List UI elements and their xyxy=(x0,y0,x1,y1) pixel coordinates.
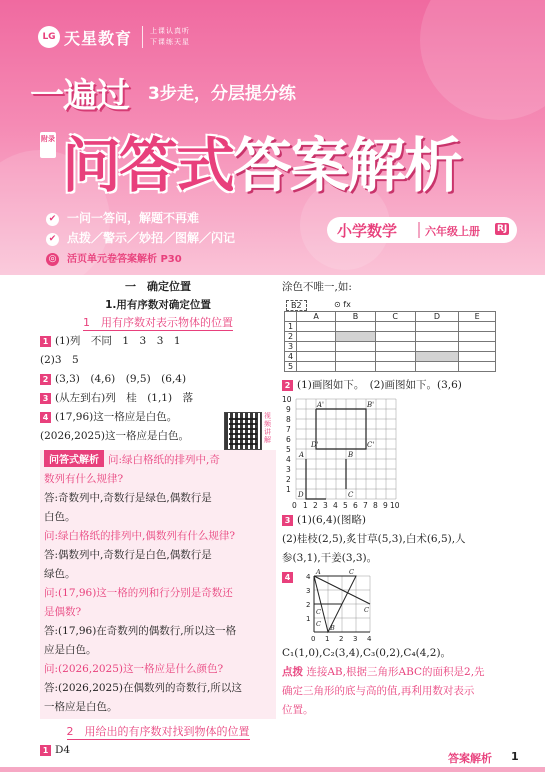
qa-tag: 问答式解析 xyxy=(44,450,104,467)
qa-answer-line: 答:(2026,2025)在偶数列的奇数行,所以这 xyxy=(44,682,242,694)
sheet-cell xyxy=(459,332,496,342)
row-header: 1 xyxy=(285,322,297,332)
answer-4-line-1: 4 (17,96)这一格应是白色。 xyxy=(40,408,276,427)
svg-text:5: 5 xyxy=(343,501,348,510)
column-header: B xyxy=(336,312,375,322)
column-header: D xyxy=(415,312,458,322)
sheet-cell xyxy=(336,332,375,342)
svg-text:2: 2 xyxy=(306,601,311,609)
question-number: 2 xyxy=(282,380,293,391)
svg-text:7: 7 xyxy=(363,501,368,510)
sheet-cell xyxy=(415,332,458,342)
svg-text:3: 3 xyxy=(306,587,311,595)
footer-rule xyxy=(0,767,545,772)
answer-3: 3 (从左到右)列 桂 (1,1) 落 xyxy=(40,389,276,408)
column-header: C xyxy=(375,312,415,322)
answer-4-right-block xyxy=(282,568,522,644)
formula-icon: ⊙ fx xyxy=(334,300,351,309)
svg-text:3: 3 xyxy=(323,501,328,510)
sheet-cell xyxy=(336,342,375,352)
appendix-tag: 附录 xyxy=(40,132,56,158)
sheet-cell xyxy=(297,322,336,332)
feature-2: ✔ 点拨／警示／妙招／图解／闪记 xyxy=(46,229,235,246)
sheet-cell xyxy=(459,342,496,352)
feature-1: ✔ 一问一答问，解题不再难 xyxy=(46,209,199,226)
left-column xyxy=(40,278,276,760)
sheet-cell xyxy=(297,332,336,342)
svg-text:B: B xyxy=(330,624,335,632)
sheet-cell xyxy=(375,362,415,372)
target-icon: ◎ xyxy=(46,253,59,266)
svg-text:8: 8 xyxy=(286,415,291,424)
svg-text:A: A xyxy=(316,568,321,576)
qa-answer-line: 答:(17,96)在奇数列的偶数行,所以这一格 xyxy=(44,625,237,637)
question-number: 1 xyxy=(40,336,51,347)
sheet-cell xyxy=(415,342,458,352)
sheet-cell xyxy=(336,322,375,332)
qa-question-line: 问答式解析 问:绿白格纸的排列中,奇 xyxy=(44,450,272,470)
brand-logo-icon: LG xyxy=(38,26,60,48)
svg-text:1: 1 xyxy=(325,635,330,643)
svg-text:D: D xyxy=(298,491,304,499)
question-number: 3 xyxy=(40,393,51,404)
svg-text:9: 9 xyxy=(286,405,291,414)
main-title-part1: 问答式 xyxy=(62,131,234,200)
sheet-cell xyxy=(415,362,458,372)
answer-4-line-2: (2026,2025)这一格应是白色。 xyxy=(40,430,189,442)
svg-text:C: C xyxy=(364,606,369,614)
feature-3: ◎ 活页单元卷答案解析 P30 xyxy=(46,250,182,266)
qa-question-line: 是偶数? xyxy=(44,606,82,618)
coordinate-grid-figure-1 xyxy=(282,395,412,511)
sheet-cell xyxy=(415,352,458,362)
tip-line-1: 点拨 连接AB,根据三角形ABC的面积是2,先 xyxy=(282,666,485,678)
sheet-cell xyxy=(459,352,496,362)
svg-text:2: 2 xyxy=(286,475,291,484)
chapter-title: 一 确定位置 xyxy=(125,280,191,293)
qa-answer-line: 答:奇数列中,奇数行是绿色,偶数行是 xyxy=(44,492,212,504)
svg-text:4: 4 xyxy=(286,455,291,464)
slogan-line-2: 下课练天星 xyxy=(150,38,190,46)
sheet-cell xyxy=(375,332,415,342)
svg-text:4: 4 xyxy=(367,635,372,643)
qa-question-line: 问:(17,96)这一格的列和行分别是奇数还 xyxy=(44,587,233,599)
svg-text:8: 8 xyxy=(373,501,378,510)
main-title-part2: 答案解析 xyxy=(233,131,462,200)
svg-text:2: 2 xyxy=(313,501,318,510)
grade-label: 六年级上册 xyxy=(425,225,480,238)
svg-text:B: B xyxy=(348,451,354,459)
answer-2: 2 (3,3) (4,6) (9,5) (6,4) xyxy=(40,370,276,389)
svg-text:C: C xyxy=(349,568,354,576)
answer-1-line-1: 1 (1)列 不同 1 3 3 1 xyxy=(40,332,276,351)
sheet-cell xyxy=(297,362,336,372)
svg-text:1: 1 xyxy=(306,615,311,623)
question-number: 4 xyxy=(282,572,293,583)
coordinate-grid-figure-2 xyxy=(294,568,374,644)
spreadsheet-figure xyxy=(282,300,522,372)
row-header: 5 xyxy=(285,362,297,372)
svg-text:A: A xyxy=(299,451,305,459)
column-header xyxy=(285,312,297,322)
svg-text:C: C xyxy=(348,491,354,499)
qr-label: 视频讲解 xyxy=(264,412,271,444)
brand-name: 天星教育 xyxy=(64,29,133,48)
svg-text:10: 10 xyxy=(390,501,400,510)
qa-question-line: 数列有什么规律? xyxy=(44,473,124,485)
sheet-cell xyxy=(459,362,496,372)
topic-1-title: 1 用有序数对表示物体的位置 xyxy=(83,316,233,329)
qa-answer-line: 绿色。 xyxy=(44,568,76,580)
answer-3-right-line-3: 参(3,1),干姜(3,3)。 xyxy=(282,552,378,564)
coloring-note: 涂色不唯一,如: xyxy=(282,281,352,293)
page-number: 1 xyxy=(511,750,519,763)
answer-3-right-line-2: (2)桂枝(2,5),炙甘草(5,3),白术(6,5),人 xyxy=(282,533,466,545)
svg-text:B': B' xyxy=(367,401,375,409)
series-title: 一遍过 xyxy=(30,76,129,116)
qr-code-icon[interactable] xyxy=(224,412,262,450)
qa-answer-line: 白色。 xyxy=(44,511,76,523)
qa-question-line: 问:绿白格纸的排列中,偶数列有什么规律? xyxy=(44,530,236,542)
svg-text:C: C xyxy=(316,608,321,616)
main-title xyxy=(62,118,461,203)
row-header: 4 xyxy=(285,352,297,362)
answer-1-line-2: (2)3 5 xyxy=(40,354,79,366)
answer-2-right: 2 (1)画图如下。 (2)画图如下。(3,6) xyxy=(282,376,522,395)
svg-text:10: 10 xyxy=(282,395,292,404)
answer-3-right-line-1: 3 (1)(6,4)(图略) xyxy=(282,511,522,530)
subject-name: 小学数学 xyxy=(337,222,398,240)
svg-text:1: 1 xyxy=(286,485,291,494)
svg-text:5: 5 xyxy=(286,445,291,454)
sheet-cell xyxy=(415,322,458,332)
qa-question-line: 问:(2026,2025)这一格应是什么颜色? xyxy=(44,663,224,675)
tip-line-2: 确定三角形的底与高的值,再利用数对表示 xyxy=(282,685,475,697)
svg-text:4: 4 xyxy=(306,573,311,581)
sheet-cell xyxy=(297,342,336,352)
check-icon: ✔ xyxy=(46,233,59,246)
footer-label: 答案解析 xyxy=(448,752,492,765)
cell-reference: B2 xyxy=(286,300,307,311)
qa-answer-line: 应是白色。 xyxy=(44,644,97,656)
svg-text:6: 6 xyxy=(286,435,291,444)
badge-divider xyxy=(418,222,420,238)
row-header: 3 xyxy=(285,342,297,352)
topic-2-answer: 1 D4 xyxy=(40,741,276,760)
svg-text:A': A' xyxy=(317,401,324,409)
svg-text:C: C xyxy=(316,620,321,628)
row-header: 2 xyxy=(285,332,297,342)
slogan-line-1: 上课认真听 xyxy=(150,27,190,35)
answer-4-right-coords: C₁(1,0),C₂(3,4),C₃(0,2),C₄(4,2)。 xyxy=(282,647,452,659)
svg-text:7: 7 xyxy=(286,425,291,434)
svg-text:6: 6 xyxy=(353,501,358,510)
svg-text:3: 3 xyxy=(286,465,291,474)
column-header: A xyxy=(297,312,336,322)
tip-line-3: 位置。 xyxy=(282,704,314,716)
svg-text:2: 2 xyxy=(339,635,344,643)
svg-text:0: 0 xyxy=(311,635,316,643)
svg-text:1: 1 xyxy=(303,501,308,510)
spreadsheet-grid xyxy=(284,311,496,372)
series-subtitle: 3步走，分层提分练 xyxy=(148,84,296,104)
sheet-cell xyxy=(375,322,415,332)
question-number: 1 xyxy=(40,745,51,756)
sheet-cell xyxy=(375,342,415,352)
edition-badge: RJ xyxy=(497,224,508,234)
sheet-cell xyxy=(336,352,375,362)
right-column xyxy=(282,278,522,720)
sheet-cell xyxy=(336,362,375,372)
qa-answer-line: 答:偶数列中,奇数行是白色,偶数行是 xyxy=(44,549,212,561)
tip-tag: 点拨 xyxy=(282,666,303,678)
logo-divider xyxy=(142,26,143,48)
svg-text:3: 3 xyxy=(353,635,358,643)
svg-text:9: 9 xyxy=(383,501,388,510)
svg-text:0: 0 xyxy=(292,501,297,510)
svg-text:4: 4 xyxy=(333,501,338,510)
topic-2-title: 2 用给出的有序数对找到物体的位置 xyxy=(66,725,250,738)
sheet-cell xyxy=(459,322,496,332)
section-title: 1.用有序数对确定位置 xyxy=(105,299,211,311)
svg-text:D': D' xyxy=(311,441,319,449)
qa-answer-line: 一格应是白色。 xyxy=(44,701,118,713)
column-header: E xyxy=(459,312,496,322)
svg-text:C': C' xyxy=(367,441,375,449)
question-number: 4 xyxy=(40,412,51,423)
question-number: 2 xyxy=(40,374,51,385)
qa-analysis-box xyxy=(40,450,276,719)
question-number: 3 xyxy=(282,515,293,526)
sheet-cell xyxy=(375,352,415,362)
cover-banner xyxy=(0,0,545,275)
sheet-cell xyxy=(297,352,336,362)
check-icon: ✔ xyxy=(46,213,59,226)
